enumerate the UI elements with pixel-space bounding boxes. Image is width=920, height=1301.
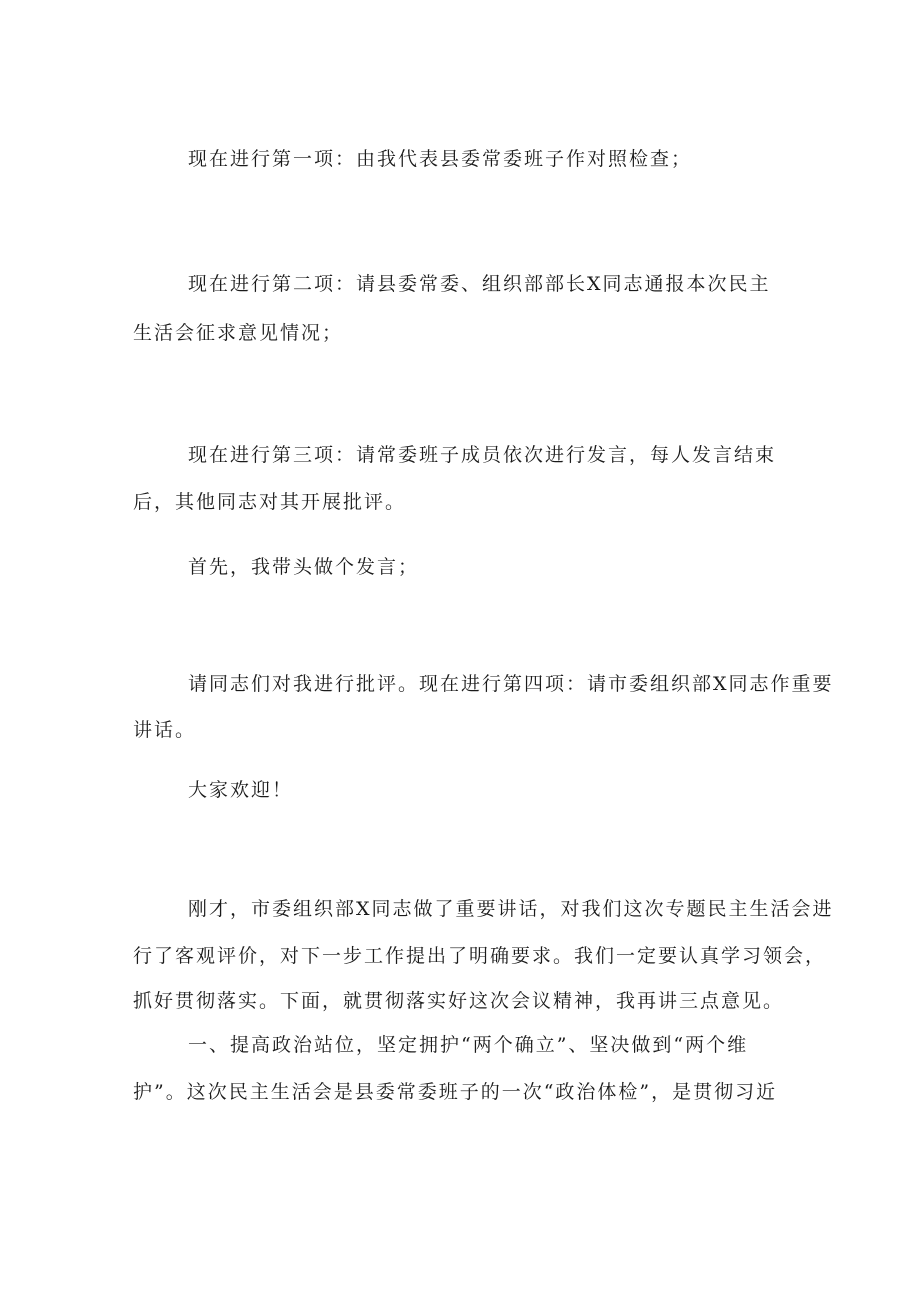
paragraph-summary-line-2: 行了客观评价，对下一步工作提出了明确要求。我们一定要认真学习领会， [133,945,827,967]
paragraph-first-speech: 首先，我带头做个发言； [188,556,420,578]
paragraph-item-1: 现在进行第一项：由我代表县委常委班子作对照检查； [188,148,693,170]
paragraph-point-one-line-1: 一、提高政治站位，坚定拥护“两个确立”、坚决做到“两个维 [188,1034,749,1056]
paragraph-item-4-line-1: 请同志们对我进行批评。现在进行第四项：请市委组织部X同志作重要 [188,673,834,695]
paragraph-item-3-line-1: 现在进行第三项：请常委班子成员依次进行发言，每人发言结束 [188,444,777,466]
paragraph-item-3-line-2: 后，其他同志对其开展批评。 [133,491,407,513]
paragraph-item-4-line-2: 讲话。 [133,719,197,741]
paragraph-point-one-line-2: 护”。这次民主生活会是县委常委班子的一次“政治体检”，是贯彻习近 [133,1081,778,1103]
paragraph-welcome: 大家欢迎！ [188,779,294,801]
paragraph-summary-line-3: 抓好贯彻落实。下面，就贯彻落实好这次会议精神，我再讲三点意见。 [133,990,785,1012]
paragraph-summary-line-1: 刚才，市委组织部X同志做了重要讲话，对我们这次专题民主生活会进 [188,898,834,920]
paragraph-item-2-line-1: 现在进行第二项：请县委常委、组织部部长X同志通报本次民主 [188,273,771,295]
paragraph-item-2-line-2: 生活会征求意见情况； [133,322,344,344]
